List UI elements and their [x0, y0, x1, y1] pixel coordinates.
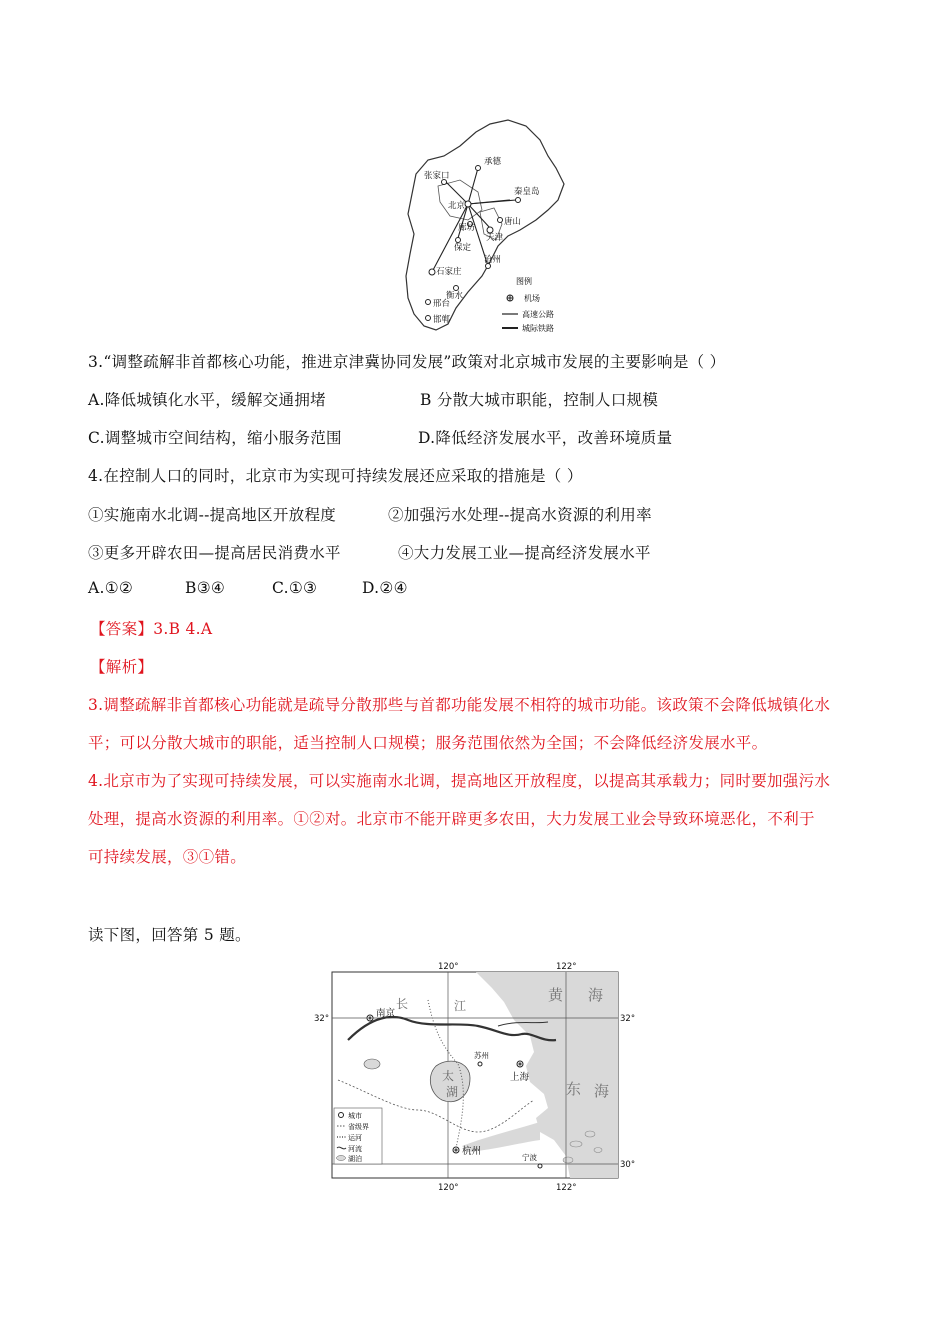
q3-option-c: C.调整城市空间结构，缩小服务范围 — [88, 429, 342, 447]
analysis-q3-line2: 平；可以分散大城市的职能，适当控制人口规模；服务范围依然为全国；不会降低经济发展水平。 — [88, 734, 768, 752]
sea-label-yellow-2: 海 — [588, 986, 604, 1004]
q4-item-2: ②加强污水处理--提高水资源的利用率 — [388, 506, 652, 524]
map2-legend — [334, 1108, 382, 1164]
sea-label-east-2: 海 — [594, 1082, 610, 1100]
city-ningbo: 宁波 — [522, 1153, 537, 1162]
analysis-q4-line3: 可持续发展，③①错。 — [88, 848, 247, 866]
q3-option-a: A.降低城镇化水平，缓解交通拥堵 — [88, 391, 326, 409]
small-lake — [364, 1059, 380, 1069]
legend-boundary: 省级界 — [348, 1123, 369, 1131]
analysis-q4-line1: 4.北京市为了实现可持续发展，可以实施南水北调，提高地区开放程度，以提高其承载力；同时要加强污水 — [88, 772, 831, 790]
city-nanjing: 南京 — [376, 1008, 396, 1019]
legend-canal: 运河 — [348, 1134, 362, 1142]
region-outline — [406, 120, 564, 330]
sea-label-east-1: 东 — [566, 1080, 582, 1098]
lake-label-2: 湖 — [446, 1085, 459, 1099]
q4-option-c: C.①③ — [272, 579, 318, 597]
legend-title: 图例 — [516, 277, 532, 286]
city-label: 石家庄 — [436, 267, 462, 277]
analysis-q4-line2: 处理，提高水资源的利用率。①②对。北京市不能开辟更多农田，大力发展工业会导致环境恶化，不利于 — [88, 810, 815, 828]
lon-label-122-top: 122° — [556, 962, 577, 972]
city-shanghai: 上海 — [510, 1072, 530, 1083]
analysis-label: 【解析】 — [90, 658, 154, 676]
legend-lake: 湖泊 — [348, 1155, 362, 1163]
legend-highway: 高速公路 — [522, 310, 554, 319]
lat-label-32-right: 32° — [620, 1014, 636, 1024]
city-label: 唐山 — [504, 217, 522, 227]
river-label-1: 长 — [396, 997, 409, 1011]
sea-label-yellow-1: 黄 — [548, 986, 564, 1004]
lake-label-1: 太 — [442, 1069, 455, 1083]
city-label: 承德 — [484, 157, 502, 167]
answer-line: 【答案】3.B 4.A — [90, 620, 213, 638]
q3-stem: 3.“调整疏解非首都核心功能，推进京津冀协同发展”政策对北京城市发展的主要影响是（ ） — [88, 353, 726, 371]
analysis-q3-line1: 3.调整疏解非首都核心功能就是疏导分散那些与首都功能发展不相符的城市功能。该政策不会降低城镇化水 — [88, 696, 831, 714]
q4-option-a: A.①② — [88, 579, 134, 597]
q3-option-d: D.降低经济发展水平，改善环境质量 — [418, 429, 673, 447]
city-label: 邯郸 — [433, 315, 451, 325]
city-label: 保定 — [454, 243, 472, 253]
q4-item-1: ①实施南水北调--提高地区开放程度 — [88, 506, 337, 524]
city-hangzhou: 杭州 — [462, 1146, 482, 1157]
city-label: 沧州 — [484, 255, 502, 265]
lake-legend-icon — [337, 1156, 346, 1161]
q4-option-b: B③④ — [185, 579, 226, 597]
lon-label-122-bottom: 122° — [556, 1183, 577, 1192]
q4-option-d: D.②④ — [362, 579, 408, 597]
jingjinji-map — [398, 116, 588, 338]
city-label: 天津 — [486, 233, 504, 243]
city-label: 廊坊 — [458, 223, 476, 233]
city-label: 邢台 — [433, 299, 451, 309]
city-label: 北京 — [448, 201, 466, 211]
legend-rail: 城际铁路 — [522, 324, 554, 333]
map1-legend — [502, 276, 554, 333]
legend-airport: 机场 — [524, 294, 540, 303]
yangtze-delta-map — [308, 960, 638, 1192]
river-label-2: 江 — [454, 999, 467, 1013]
q4-item-4: ④大力发展工业—提高经济发展水平 — [398, 544, 651, 562]
lon-label-120-top: 120° — [438, 962, 459, 972]
city-label: 秦皇岛 — [514, 187, 540, 197]
lat-label-32-left: 32° — [314, 1014, 330, 1024]
legend-city: 城市 — [348, 1112, 362, 1120]
city-label: 衡水 — [446, 291, 464, 301]
legend-river: 河流 — [348, 1145, 362, 1153]
lat-label-30-right: 30° — [620, 1160, 636, 1170]
q5-intro: 读下图，回答第 5 题。 — [88, 926, 251, 944]
q3-option-b: B 分散大城市职能，控制人口规模 — [420, 391, 659, 409]
beijing-boundary — [438, 180, 482, 220]
lon-label-120-bottom: 120° — [438, 1183, 459, 1192]
q4-item-3: ③更多开辟农田—提高居民消费水平 — [88, 544, 341, 562]
q4-stem: 4.在控制人口的同时，北京市为实现可持续发展还应采取的措施是（ ） — [88, 467, 583, 485]
city-suzhou: 苏州 — [474, 1051, 489, 1060]
city-label: 张家口 — [424, 171, 450, 181]
